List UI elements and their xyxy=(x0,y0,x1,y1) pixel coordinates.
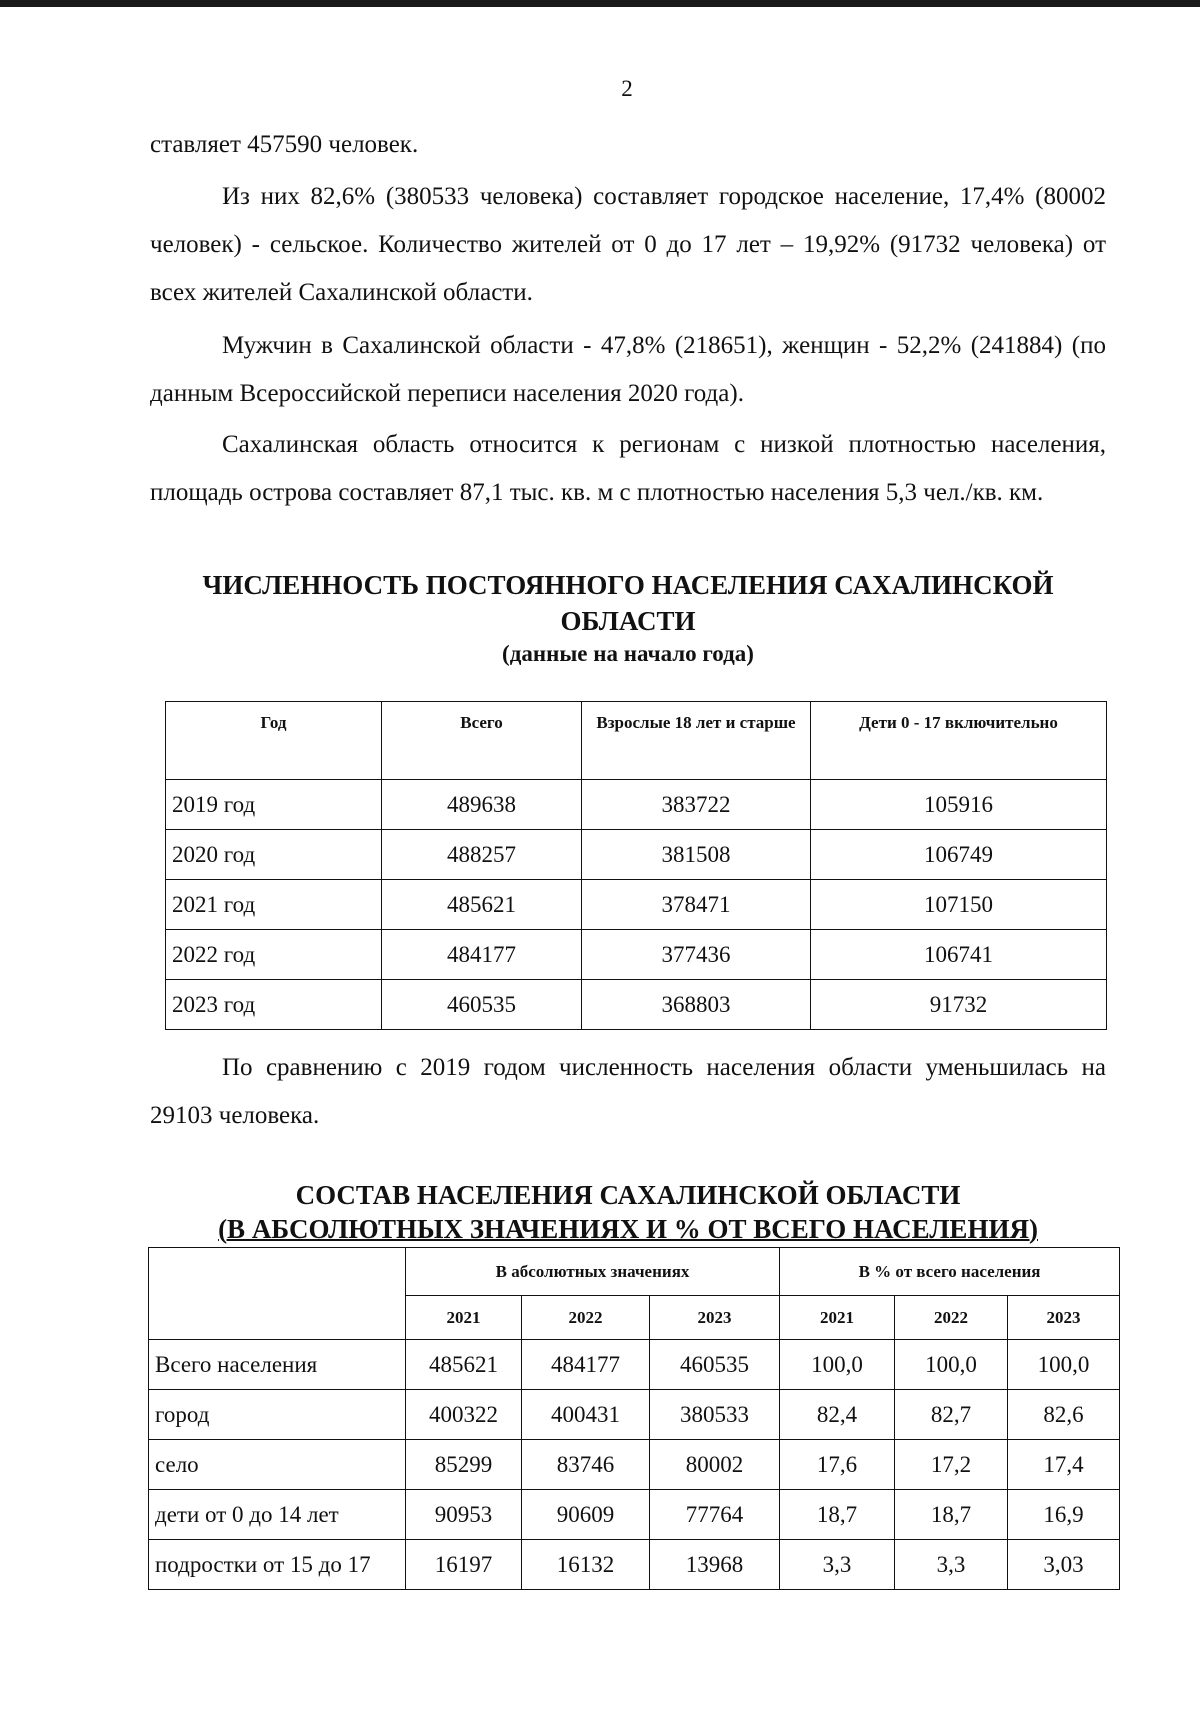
cell-value: 80002 xyxy=(650,1440,780,1490)
column-header-total: Всего xyxy=(382,702,582,780)
cell-value: 85299 xyxy=(406,1440,522,1490)
cell-value: 90953 xyxy=(406,1490,522,1540)
table-row xyxy=(149,1390,1120,1440)
paragraph-continuation: ставляет 457590 человек. xyxy=(150,131,419,158)
table-row xyxy=(149,1340,1120,1390)
cell-adults: 368803 xyxy=(582,980,811,1030)
group-header-percent: В % от всего населения xyxy=(780,1248,1120,1296)
cell-adults: 377436 xyxy=(582,930,811,980)
cell-value: 13968 xyxy=(650,1540,780,1590)
page-number: 2 xyxy=(621,76,633,101)
paragraph-urban-rural: Из них 82,6% (380533 человека) составляет городское население, 17,4% (80002 человек) - сельское. Количество жителей от 0 до 17 лет – 19,92% (91732 человека) от всех жителей Сахалинской области. xyxy=(150,183,1106,306)
column-header-year: 2023 xyxy=(650,1296,780,1340)
scan-top-edge xyxy=(0,0,1200,7)
cell-percent: 17,4 xyxy=(1008,1440,1120,1490)
cell-category: подростки от 15 до 17 xyxy=(149,1540,406,1590)
table2-title xyxy=(150,1178,1106,1246)
table-group-header-row xyxy=(149,1248,1120,1296)
cell-percent: 3,3 xyxy=(895,1540,1008,1590)
table-row xyxy=(149,1490,1120,1540)
cell-year: 2020 год xyxy=(166,830,382,880)
cell-value: 83746 xyxy=(522,1440,650,1490)
table-row xyxy=(166,780,1107,830)
table-header-row xyxy=(166,702,1107,780)
cell-value: 380533 xyxy=(650,1390,780,1440)
cell-total: 484177 xyxy=(382,930,582,980)
table-row xyxy=(166,930,1107,980)
table2-title-line1: СОСТАВ НАСЕЛЕНИЯ САХАЛИНСКОЙ ОБЛАСТИ xyxy=(295,1180,961,1210)
cell-value: 90609 xyxy=(522,1490,650,1540)
cell-percent: 17,6 xyxy=(780,1440,895,1490)
column-header-year: 2021 xyxy=(406,1296,522,1340)
column-header-year: 2021 xyxy=(780,1296,895,1340)
table1-subtitle: (данные на начало года) xyxy=(502,641,754,666)
cell-percent: 82,4 xyxy=(780,1390,895,1440)
cell-children: 106749 xyxy=(811,830,1107,880)
cell-year: 2023 год xyxy=(166,980,382,1030)
cell-category: Всего населения xyxy=(149,1340,406,1390)
cell-category: город xyxy=(149,1390,406,1440)
column-header-adults: Взрослые 18 лет и старше xyxy=(582,702,811,780)
cell-children: 106741 xyxy=(811,930,1107,980)
cell-year: 2021 год xyxy=(166,880,382,930)
column-header-year: 2022 xyxy=(522,1296,650,1340)
cell-year: 2019 год xyxy=(166,780,382,830)
cell-children: 107150 xyxy=(811,880,1107,930)
column-header-children: Дети 0 - 17 включительно xyxy=(811,702,1107,780)
table1-title: ЧИСЛЕННОСТЬ ПОСТОЯННОГО НАСЕЛЕНИЯ САХАЛИНСКОЙ ОБЛАСТИ xyxy=(202,570,1054,636)
cell-total: 488257 xyxy=(382,830,582,880)
table-row xyxy=(149,1540,1120,1590)
cell-percent: 82,7 xyxy=(895,1390,1008,1440)
cell-year: 2022 год xyxy=(166,930,382,980)
cell-value: 16132 xyxy=(522,1540,650,1590)
table2-title-line2: (В АБСОЛЮТНЫХ ЗНАЧЕНИЯХ И % ОТ ВСЕГО НАСЕЛЕНИЯ) xyxy=(218,1214,1038,1244)
cell-children: 91732 xyxy=(811,980,1107,1030)
group-header-absolute: В абсолютных значениях xyxy=(406,1248,780,1296)
cell-value: 16197 xyxy=(406,1540,522,1590)
cell-percent: 3,3 xyxy=(780,1540,895,1590)
cell-children: 105916 xyxy=(811,780,1107,830)
cell-percent: 82,6 xyxy=(1008,1390,1120,1440)
composition-table xyxy=(148,1247,1120,1590)
cell-percent: 17,2 xyxy=(895,1440,1008,1490)
cell-value: 485621 xyxy=(406,1340,522,1390)
cell-percent: 16,9 xyxy=(1008,1490,1120,1540)
table-row xyxy=(166,980,1107,1030)
paragraph-gender: Мужчин в Сахалинской области - 47,8% (218651), женщин - 52,2% (241884) (по данным Всероссийской переписи населения 2020 года). xyxy=(150,332,1106,407)
cell-percent: 100,0 xyxy=(1008,1340,1120,1390)
row-label-header xyxy=(149,1248,406,1340)
cell-total: 485621 xyxy=(382,880,582,930)
table-row xyxy=(166,880,1107,930)
cell-percent: 100,0 xyxy=(780,1340,895,1390)
cell-value: 77764 xyxy=(650,1490,780,1540)
cell-percent: 3,03 xyxy=(1008,1540,1120,1590)
population-table xyxy=(165,701,1107,1030)
cell-percent: 18,7 xyxy=(895,1490,1008,1540)
cell-category: село xyxy=(149,1440,406,1490)
cell-value: 484177 xyxy=(522,1340,650,1390)
cell-value: 460535 xyxy=(650,1340,780,1390)
column-header-year: Год xyxy=(166,702,382,780)
cell-value: 400431 xyxy=(522,1390,650,1440)
cell-category: дети от 0 до 14 лет xyxy=(149,1490,406,1540)
column-header-year: 2022 xyxy=(895,1296,1008,1340)
paragraph-density: Сахалинская область относится к регионам с низкой плотностью населения, площадь острова составляет 87,1 тыс. кв. м с плотностью населения 5,3 чел./кв. км. xyxy=(150,431,1106,506)
table-row xyxy=(166,830,1107,880)
paragraph-comparison: По сравнению с 2019 годом численность населения области уменьшилась на 29103 человека. xyxy=(150,1054,1106,1129)
cell-value: 400322 xyxy=(406,1390,522,1440)
cell-percent: 18,7 xyxy=(780,1490,895,1540)
table-row xyxy=(149,1440,1120,1490)
cell-total: 489638 xyxy=(382,780,582,830)
column-header-year: 2023 xyxy=(1008,1296,1120,1340)
cell-percent: 100,0 xyxy=(895,1340,1008,1390)
cell-adults: 381508 xyxy=(582,830,811,880)
cell-adults: 378471 xyxy=(582,880,811,930)
cell-adults: 383722 xyxy=(582,780,811,830)
cell-total: 460535 xyxy=(382,980,582,1030)
